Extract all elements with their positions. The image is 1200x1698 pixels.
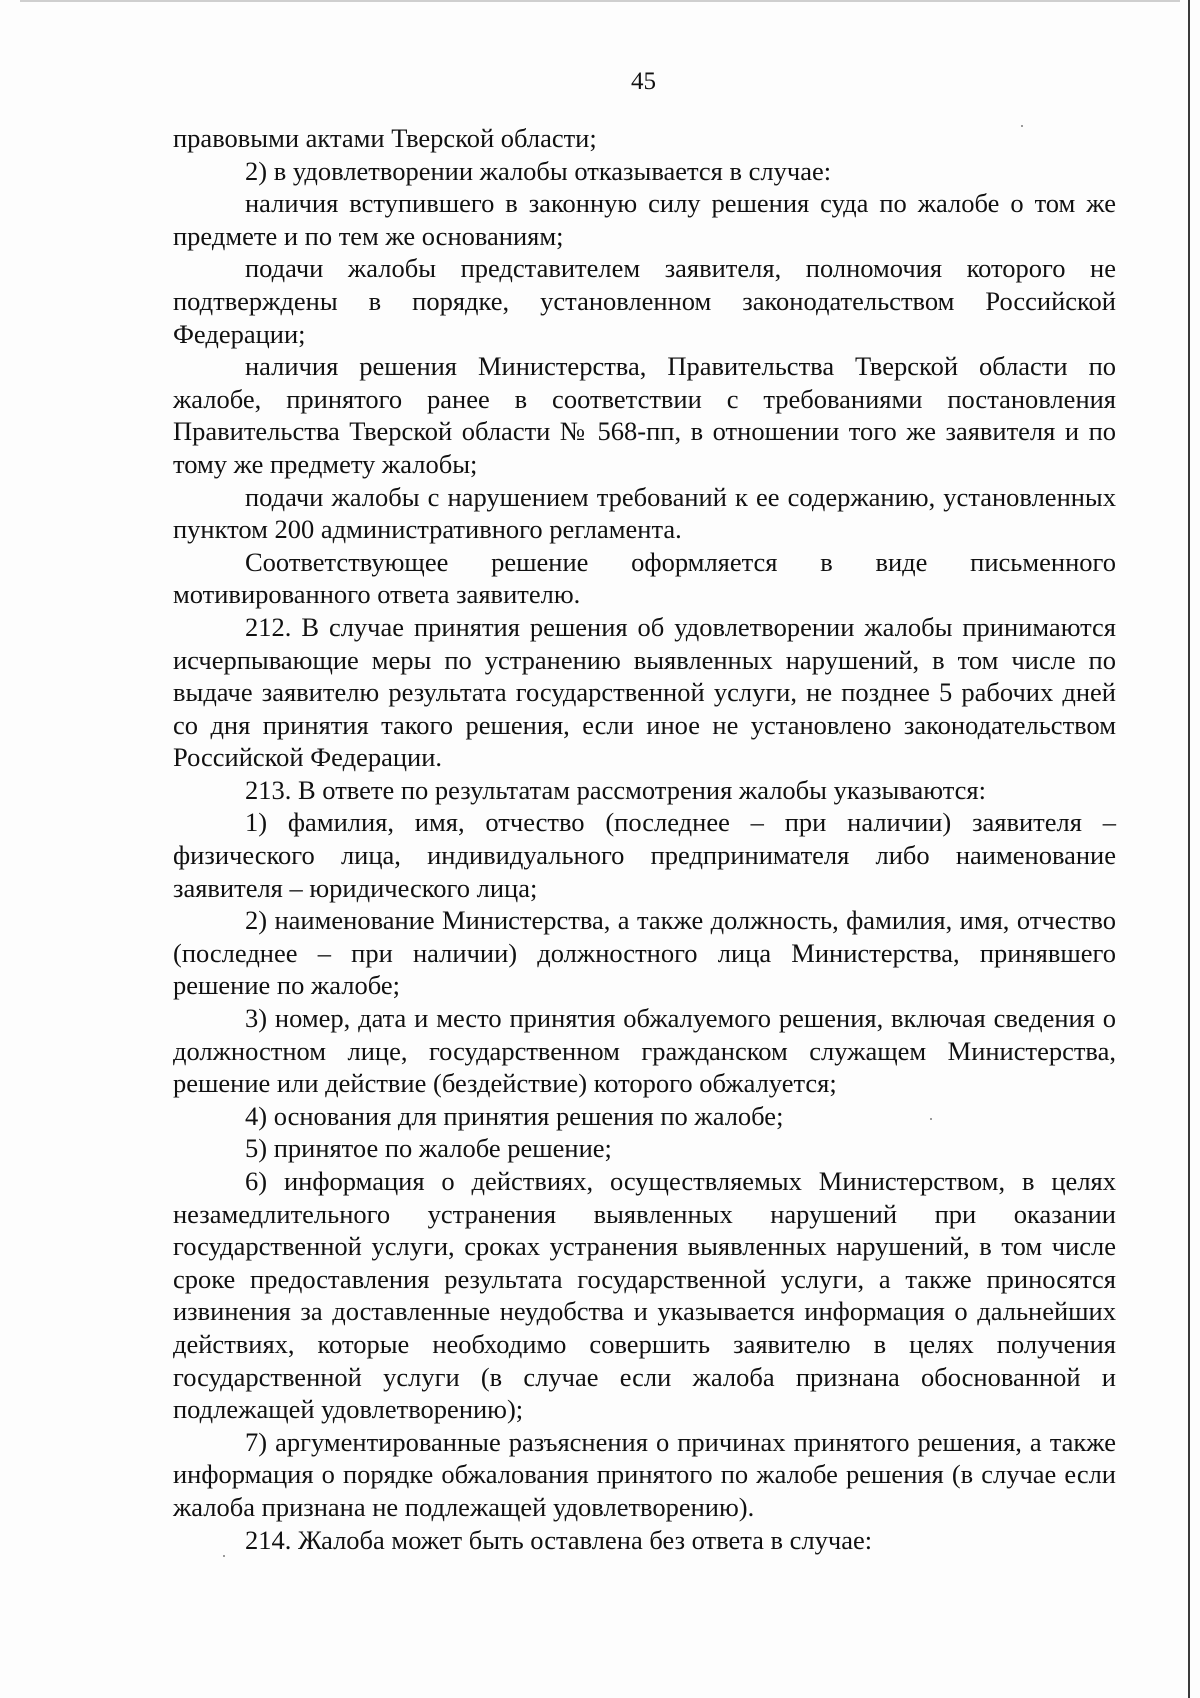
clause-213: 213. В ответе по результатам рассмотрения жалобы указываются: <box>245 774 986 805</box>
paragraph-representative: подачи жалобы представителем заявителя, полномочия которого не подтверждены в порядке, установленном законодательством Российской Федерации; <box>173 253 1116 349</box>
paragraph-ministry-decision: наличия решения Министерства, Правительства Тверской области по жалобе, принятого ранее в соответствии с требованиями постановления Правительства Тверской области № 568-пп, в отношении того же заявителя и по тому же предмету жалобы; <box>173 351 1116 479</box>
scan-top-edge <box>20 0 1180 2</box>
scan-speck <box>1021 125 1023 127</box>
paragraph-refusal-cases: 2) в удовлетворении жалобы отказывается в случае: <box>245 155 832 186</box>
list-item-6: 6) информация о действиях, осуществляемых Министерством, в целях незамедлительного устранения выявленных нарушений при оказании государственной услуги, сроках устранения выявленных нарушений, в том числе сроке предоставления результата государственной услуги, а также приносятся извинения за доставленные неудобства и указывается информация о дальнейших действиях, которые необходимо совершить заявителю в целях получения государственной услуги (в случае если жалоба признана обоснованной и подлежащей удовлетворению); <box>173 1166 1116 1425</box>
list-item-2: 2) наименование Министерства, а также должность, фамилия, имя, отчество (последнее – при наличии) должностного лица Министерства, принявшего решение по жалобе; <box>173 905 1116 1001</box>
paragraph-court-decision: наличия вступившего в законную силу решения суда по жалобе о том же предмете и по тем же основаниям; <box>173 188 1116 251</box>
list-item-5: 5) принятое по жалобе решение; <box>245 1133 612 1164</box>
scan-speck <box>223 1555 225 1557</box>
page-number: 45 <box>631 68 656 95</box>
scan-right-edge <box>1188 0 1190 1698</box>
list-item-4: 4) основания для принятия решения по жалобе; <box>245 1100 784 1131</box>
scan-speck <box>930 1118 932 1120</box>
list-item-1: 1) фамилия, имя, отчество (последнее – при наличии) заявителя – физического лица, индивидуального предпринимателя либо наименование заявителя – юридического лица; <box>173 807 1116 903</box>
list-item-3: 3) номер, дата и место принятия обжалуемого решения, включая сведения о должностном лице, государственном гражданском служащем Министерства, решение или действие (бездействие) которого обжалуется; <box>173 1003 1116 1099</box>
clause-212: 212. В случае принятия решения об удовлетворении жалобы принимаются исчерпывающие меры по устранению выявленных нарушений, в том числе по выдаче заявителю результата государственной услуги, не позднее 5 рабочих дней со дня принятия такого решения, если иное не установлено законодательством Российской Федерации. <box>173 611 1116 773</box>
paragraph-continuation: правовыми актами Тверской области; <box>173 123 597 153</box>
document-body <box>173 122 1116 1556</box>
clause-214: 214. Жалоба может быть оставлена без ответа в случае: <box>245 1524 873 1555</box>
paragraph-written-answer: Соответствующее решение оформляется в виде письменного мотивированного ответа заявителю. <box>173 546 1116 610</box>
list-item-7: 7) аргументированные разъяснения о причинах принятого решения, а также информация о порядке обжалования принятого по жалобе решения (в случае если жалоба признана не подлежащей удовлетворению). <box>173 1426 1116 1522</box>
paragraph-content-violation: подачи жалобы с нарушением требований к ее содержанию, установленных пунктом 200 административного регламента. <box>173 481 1116 545</box>
